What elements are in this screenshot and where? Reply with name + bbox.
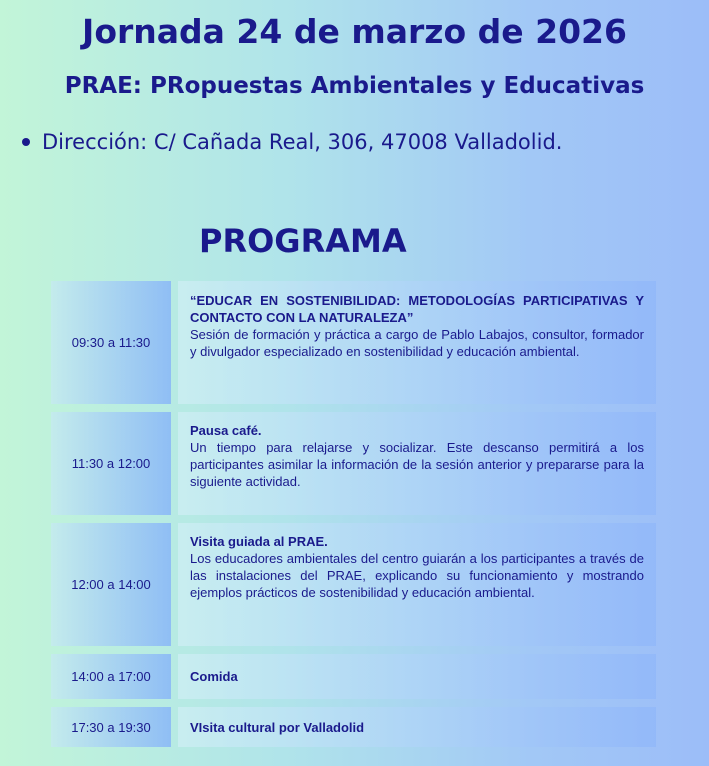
table-row — [51, 707, 656, 747]
activity-text: Sesión de formación y práctica a cargo de Pablo Labajos, consultor, formador y divulgador especializado en sostenibilidad y educación ambiental. — [190, 327, 644, 359]
time-cell: 14:00 a 17:00 — [51, 654, 171, 699]
description-cell — [178, 281, 656, 404]
time-cell: 12:00 a 14:00 — [51, 523, 171, 646]
page-subtitle: PRAE: PRopuestas Ambientales y Educativas — [64, 73, 645, 99]
bullet-icon — [22, 138, 30, 146]
description-cell — [178, 523, 656, 646]
activity-title: “EDUCAR EN SOSTENIBILIDAD: METODOLOGÍAS PARTICIPATIVAS Y CONTACTO CON LA NATURALEZA” — [190, 293, 644, 325]
table-row — [51, 523, 656, 646]
activity-title: Visita guiada al PRAE. — [190, 534, 328, 549]
description-cell — [178, 707, 656, 747]
table-row — [51, 281, 656, 404]
program-table — [51, 281, 656, 747]
table-row — [51, 412, 656, 515]
time-cell: 09:30 a 11:30 — [51, 281, 171, 404]
description-cell — [178, 412, 656, 515]
activity-title: Comida — [190, 669, 238, 684]
activity-title: VIsita cultural por Valladolid — [190, 719, 365, 735]
activity-text: Un tiempo para relajarse y socializar. Este descanso permitirá a los participantes asimilar la información de la sesión anterior y prepararse para la siguiente actividad. — [190, 440, 644, 489]
address-text: Dirección: C/ Cañada Real, 306, 47008 Valladolid. — [42, 130, 563, 154]
page-title: Jornada 24 de marzo de 2026 — [82, 12, 627, 51]
activity-title: Pausa café. — [190, 423, 262, 438]
address-item — [20, 130, 562, 154]
program-heading: PROGRAMA — [199, 222, 407, 260]
time-cell: 17:30 a 19:30 — [51, 707, 171, 747]
time-cell: 11:30 a 12:00 — [51, 412, 171, 515]
activity-text: Los educadores ambientales del centro guiarán a los participantes a través de las instalaciones del PRAE, explicando su funcionamiento y mostrando ejemplos prácticos de sostenibilidad y educación ambiental. — [190, 551, 644, 600]
table-row — [51, 654, 656, 699]
description-cell — [178, 654, 656, 699]
